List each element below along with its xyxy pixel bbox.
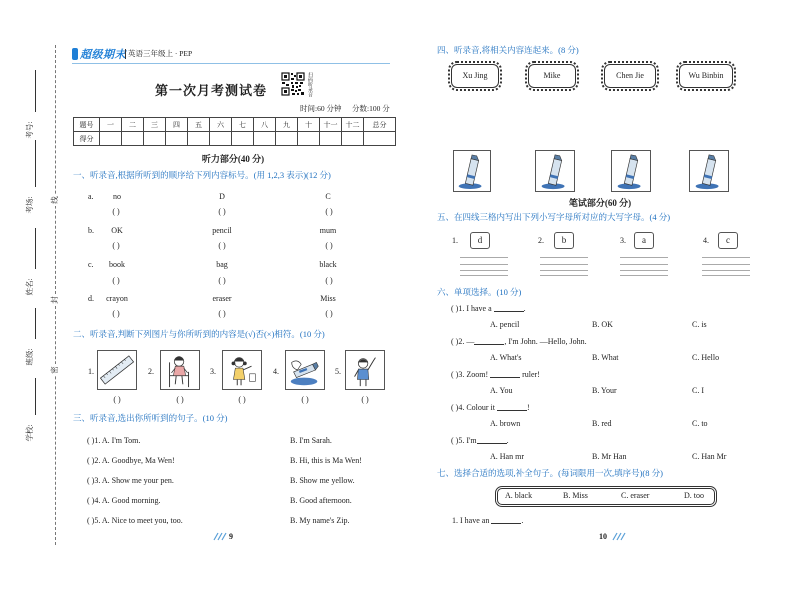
question-stem bbox=[451, 304, 526, 314]
seal-char-secret: 密 bbox=[49, 364, 61, 376]
answer-paren: ( ) bbox=[325, 207, 333, 216]
answer-paren: ( ) bbox=[218, 276, 226, 285]
exam-time: 时间:60 分钟 bbox=[300, 104, 342, 113]
word-item: eraser bbox=[212, 294, 232, 303]
name-blank bbox=[35, 228, 36, 269]
name-label: 姓名: bbox=[25, 278, 34, 296]
option-b: B. I'm Sarah. bbox=[290, 436, 332, 445]
option-b: B. Hi, this is Ma Wen! bbox=[290, 456, 362, 465]
option-a: A. Goodbye, Ma Wen! bbox=[101, 456, 175, 465]
score-table-header-cell: 一 bbox=[100, 118, 122, 132]
match-picture-1 bbox=[453, 150, 491, 192]
picture-number: 4. bbox=[273, 367, 279, 376]
letter-number: 3. bbox=[620, 236, 626, 245]
class-blank bbox=[35, 308, 36, 339]
page-number-right: 10 bbox=[599, 532, 607, 541]
score-table-score-row bbox=[74, 132, 396, 146]
score-table-header-cell: 五 bbox=[188, 118, 210, 132]
word-item: OK bbox=[111, 226, 123, 235]
question-number: 1. bbox=[458, 304, 465, 313]
stem-before: I have an bbox=[460, 516, 490, 525]
exam-total-score: 分数:100 分 bbox=[352, 104, 390, 113]
score-table-header-cell: 题号 bbox=[74, 118, 100, 132]
section-1-title: 一、听录音,根据所听到的顺序给下列内容标号。(用 1,2,3 表示)(12 分) bbox=[73, 170, 331, 180]
question-number: 3. bbox=[458, 370, 465, 379]
letter-number: 1. bbox=[452, 236, 458, 245]
stem-before: — bbox=[466, 337, 475, 346]
school-blank bbox=[35, 378, 36, 415]
page-ornament-icon bbox=[612, 532, 626, 541]
question-stem bbox=[87, 476, 174, 486]
score-cell bbox=[298, 132, 320, 146]
answer-paren: ( ) bbox=[112, 207, 120, 216]
picture-5 bbox=[345, 350, 385, 390]
option-a: A. pencil bbox=[490, 320, 520, 329]
option-c: C. Hello bbox=[692, 353, 720, 362]
answer-paren: ( ) bbox=[87, 516, 95, 525]
score-table-header-cell: 十二 bbox=[342, 118, 364, 132]
score-cell bbox=[232, 132, 254, 146]
answer-blank bbox=[477, 436, 507, 444]
stem-after: . bbox=[506, 436, 509, 445]
row-label: a. bbox=[88, 192, 94, 201]
name-tag: Chen Jie bbox=[604, 64, 656, 88]
score-cell bbox=[100, 132, 122, 146]
option-a: A. What's bbox=[490, 353, 522, 362]
listening-heading: 听力部分(40 分) bbox=[201, 154, 265, 164]
option-a: A. You bbox=[490, 386, 513, 395]
qr-caption: 扫码听录音 bbox=[307, 72, 312, 97]
glue-hand-icon bbox=[286, 351, 324, 389]
word-item: D bbox=[219, 192, 225, 201]
page-ornament-icon bbox=[213, 532, 227, 541]
letter-number: 2. bbox=[538, 236, 544, 245]
word-item: mum bbox=[319, 226, 337, 235]
row-label: b. bbox=[88, 226, 94, 235]
score-table-header-cell: 总分 bbox=[364, 118, 396, 132]
score-cell bbox=[188, 132, 210, 146]
word-item: crayon bbox=[106, 294, 128, 303]
option-b: B. Your bbox=[592, 386, 617, 395]
score-cell bbox=[122, 132, 144, 146]
logo-text: 超级期末 bbox=[80, 49, 126, 61]
answer-paren: ( ) bbox=[87, 436, 95, 445]
answer-paren: ( ) bbox=[325, 241, 333, 250]
row-label: d. bbox=[88, 294, 94, 303]
score-cell bbox=[210, 132, 232, 146]
question-number: 5. bbox=[94, 516, 101, 525]
match-picture-3 bbox=[611, 150, 651, 192]
answer-paren: ( ) bbox=[112, 241, 120, 250]
question-number: 2. bbox=[94, 456, 101, 465]
stem-before: I have a bbox=[466, 304, 492, 313]
brand-logo bbox=[72, 46, 126, 62]
word-bank-choice: C. eraser bbox=[621, 491, 650, 500]
answer-blank bbox=[474, 337, 504, 345]
answer-paren: ( ) bbox=[218, 309, 226, 318]
word-item: bag bbox=[216, 260, 228, 269]
glue-tube-icon bbox=[612, 151, 650, 191]
stem-after: ruler! bbox=[522, 370, 540, 379]
subject-label: 英语三年级上 · PEP bbox=[125, 49, 192, 59]
word-bank-choice: A. black bbox=[505, 491, 533, 500]
question-stem bbox=[87, 436, 140, 446]
four-line-grid bbox=[540, 257, 588, 276]
option-b: B. Good afternoon. bbox=[290, 496, 352, 505]
answer-paren: ( ) bbox=[238, 395, 246, 404]
glue-tube-icon bbox=[536, 151, 574, 191]
match-picture-4 bbox=[689, 150, 729, 192]
option-b: B. OK bbox=[592, 320, 613, 329]
letter-number: 4. bbox=[703, 236, 709, 245]
answer-paren: ( ) bbox=[218, 207, 226, 216]
header-rule bbox=[72, 63, 390, 64]
four-line-grid bbox=[702, 257, 750, 276]
four-line-grid bbox=[460, 257, 508, 276]
score-table-header-cell: 四 bbox=[166, 118, 188, 132]
score-table-header-cell: 九 bbox=[276, 118, 298, 132]
letter-box: d bbox=[470, 232, 490, 249]
score-table-header-cell: 二 bbox=[122, 118, 144, 132]
question-number: 4. bbox=[94, 496, 101, 505]
answer-blank bbox=[497, 403, 527, 411]
writing-heading: 笔试部分(60 分) bbox=[568, 198, 632, 208]
score-table-header-row bbox=[74, 118, 396, 132]
question-stem bbox=[452, 516, 523, 526]
word-item: black bbox=[319, 260, 337, 269]
picture-4 bbox=[285, 350, 325, 390]
question-stem bbox=[451, 370, 540, 380]
seal-char-seal: 封 bbox=[49, 294, 61, 306]
section-6-title: 六、单项选择。(10 分) bbox=[437, 287, 522, 297]
option-b: B. My name's Zip. bbox=[290, 516, 350, 525]
word-item: Miss bbox=[320, 294, 336, 303]
question-number: 2. bbox=[458, 337, 465, 346]
word-item: book bbox=[109, 260, 125, 269]
score-table-header-cell: 六 bbox=[210, 118, 232, 132]
glue-tube-icon bbox=[454, 151, 490, 191]
question-number: 1. bbox=[94, 436, 101, 445]
page-title: 第一次月考测试卷 bbox=[155, 83, 268, 98]
word-bank-choice: D. too bbox=[684, 491, 704, 500]
score-cell bbox=[254, 132, 276, 146]
score-table-header-cell: 七 bbox=[232, 118, 254, 132]
stem-after: ! bbox=[527, 403, 530, 412]
answer-paren: ( ) bbox=[361, 395, 369, 404]
exam-number-label: 考号: bbox=[25, 121, 34, 139]
picture-2 bbox=[160, 350, 200, 390]
class-label: 班级: bbox=[25, 348, 34, 366]
section-4-title: 四、听录音,将相关内容连起来。(8 分) bbox=[437, 45, 579, 55]
answer-paren: ( ) bbox=[451, 304, 459, 313]
stem-after: . bbox=[521, 516, 524, 525]
page-number-left: 9 bbox=[229, 532, 233, 541]
score-table-header-cell: 十 bbox=[298, 118, 320, 132]
question-number: 1. bbox=[452, 516, 458, 525]
option-b: B. Show me yellow. bbox=[290, 476, 355, 485]
option-c: C. is bbox=[692, 320, 707, 329]
letter-box: c bbox=[718, 232, 738, 249]
exam-number-blank bbox=[35, 70, 36, 112]
girl-on-chair-icon bbox=[161, 351, 199, 389]
answer-paren: ( ) bbox=[87, 496, 95, 505]
letter-box: a bbox=[634, 232, 654, 249]
score-table-header-cell: 三 bbox=[144, 118, 166, 132]
option-a: A. brown bbox=[490, 419, 521, 428]
answer-paren: ( ) bbox=[87, 476, 95, 485]
question-stem bbox=[451, 436, 509, 446]
score-cell bbox=[320, 132, 342, 146]
score-table bbox=[73, 117, 396, 146]
picture-3 bbox=[222, 350, 262, 390]
score-row-label: 得分 bbox=[74, 132, 100, 146]
letter-box: b bbox=[554, 232, 574, 249]
word-bank-choice: B. Miss bbox=[563, 491, 588, 500]
answer-paren: ( ) bbox=[112, 276, 120, 285]
question-number: 3. bbox=[94, 476, 101, 485]
boy-waving-icon bbox=[346, 351, 384, 389]
question-stem bbox=[87, 456, 175, 466]
word-item: no bbox=[113, 192, 121, 201]
option-b: B. red bbox=[592, 419, 612, 428]
picture-number: 2. bbox=[148, 367, 154, 376]
word-item: pencil bbox=[212, 226, 232, 235]
picture-1 bbox=[97, 350, 137, 390]
girl-pointing-icon bbox=[223, 351, 261, 389]
name-tag: Xu Jing bbox=[451, 64, 499, 88]
answer-blank bbox=[490, 370, 520, 378]
option-a: A. Good morning. bbox=[101, 496, 161, 505]
picture-number: 5. bbox=[335, 367, 341, 376]
section-7-title: 七、选择合适的选项,补全句子。(每词限用一次,填序号)(8 分) bbox=[437, 468, 663, 478]
stem-after: , I'm John. —Hello, John. bbox=[504, 337, 587, 346]
score-cell bbox=[276, 132, 298, 146]
option-c: C. Han Mr bbox=[692, 452, 727, 461]
stem-before: Zoom! bbox=[466, 370, 489, 379]
name-tag: Wu Binbin bbox=[679, 64, 733, 88]
score-cell bbox=[144, 132, 166, 146]
question-stem bbox=[87, 516, 183, 526]
section-3-title: 三、听录音,选出你所听到的句子。(10 分) bbox=[73, 413, 228, 423]
ruler-icon bbox=[98, 351, 136, 389]
score-table-header-cell: 十一 bbox=[320, 118, 342, 132]
question-stem bbox=[451, 403, 530, 413]
glue-tube-icon bbox=[690, 151, 728, 191]
stem-after: . bbox=[523, 304, 526, 313]
answer-paren: ( ) bbox=[325, 309, 333, 318]
logo-badge-icon bbox=[72, 48, 78, 60]
option-a: A. Nice to meet you, too. bbox=[101, 516, 183, 525]
section-2-title: 二、听录音,判断下列图片与你所听到的内容是(√)否(×)相符。(10 分) bbox=[73, 329, 325, 339]
name-tag: Mike bbox=[528, 64, 576, 88]
school-label: 学校: bbox=[25, 424, 34, 442]
seal-char-line: 线 bbox=[49, 194, 61, 206]
row-label: c. bbox=[88, 260, 94, 269]
match-picture-2 bbox=[535, 150, 575, 192]
qr-code-icon bbox=[281, 72, 305, 96]
question-stem bbox=[87, 496, 161, 506]
answer-paren: ( ) bbox=[218, 241, 226, 250]
option-a: A. Show me your pen. bbox=[101, 476, 174, 485]
question-number: 4. bbox=[458, 403, 465, 412]
option-a: A. I'm Tom. bbox=[101, 436, 141, 445]
answer-paren: ( ) bbox=[325, 276, 333, 285]
score-cell bbox=[166, 132, 188, 146]
answer-paren: ( ) bbox=[113, 395, 121, 404]
stem-before: Colour it bbox=[466, 403, 495, 412]
answer-paren: ( ) bbox=[176, 395, 184, 404]
answer-paren: ( ) bbox=[451, 403, 459, 412]
score-cell bbox=[364, 132, 396, 146]
score-table-header-cell: 八 bbox=[254, 118, 276, 132]
picture-number: 1. bbox=[88, 367, 94, 376]
exam-room-label: 考场: bbox=[25, 196, 34, 214]
section-5-title: 五、在四线三格内写出下列小写字母所对应的大写字母。(4 分) bbox=[437, 212, 671, 222]
option-b: B. Mr Han bbox=[592, 452, 627, 461]
word-item: C bbox=[325, 192, 331, 201]
score-cell bbox=[342, 132, 364, 146]
answer-paren: ( ) bbox=[451, 436, 459, 445]
answer-paren: ( ) bbox=[301, 395, 309, 404]
option-a: A. Han mr bbox=[490, 452, 524, 461]
option-b: B. What bbox=[592, 353, 619, 362]
answer-blank bbox=[494, 304, 524, 312]
option-c: C. to bbox=[692, 419, 708, 428]
picture-number: 3. bbox=[210, 367, 216, 376]
answer-paren: ( ) bbox=[451, 337, 459, 346]
four-line-grid bbox=[620, 257, 668, 276]
exam-room-blank bbox=[35, 140, 36, 187]
option-c: C. I bbox=[692, 386, 704, 395]
question-stem bbox=[451, 337, 587, 347]
answer-paren: ( ) bbox=[451, 370, 459, 379]
answer-paren: ( ) bbox=[87, 456, 95, 465]
answer-paren: ( ) bbox=[112, 309, 120, 318]
answer-blank bbox=[491, 516, 524, 525]
stem-before: I'm bbox=[466, 436, 477, 445]
question-number: 5. bbox=[458, 436, 465, 445]
